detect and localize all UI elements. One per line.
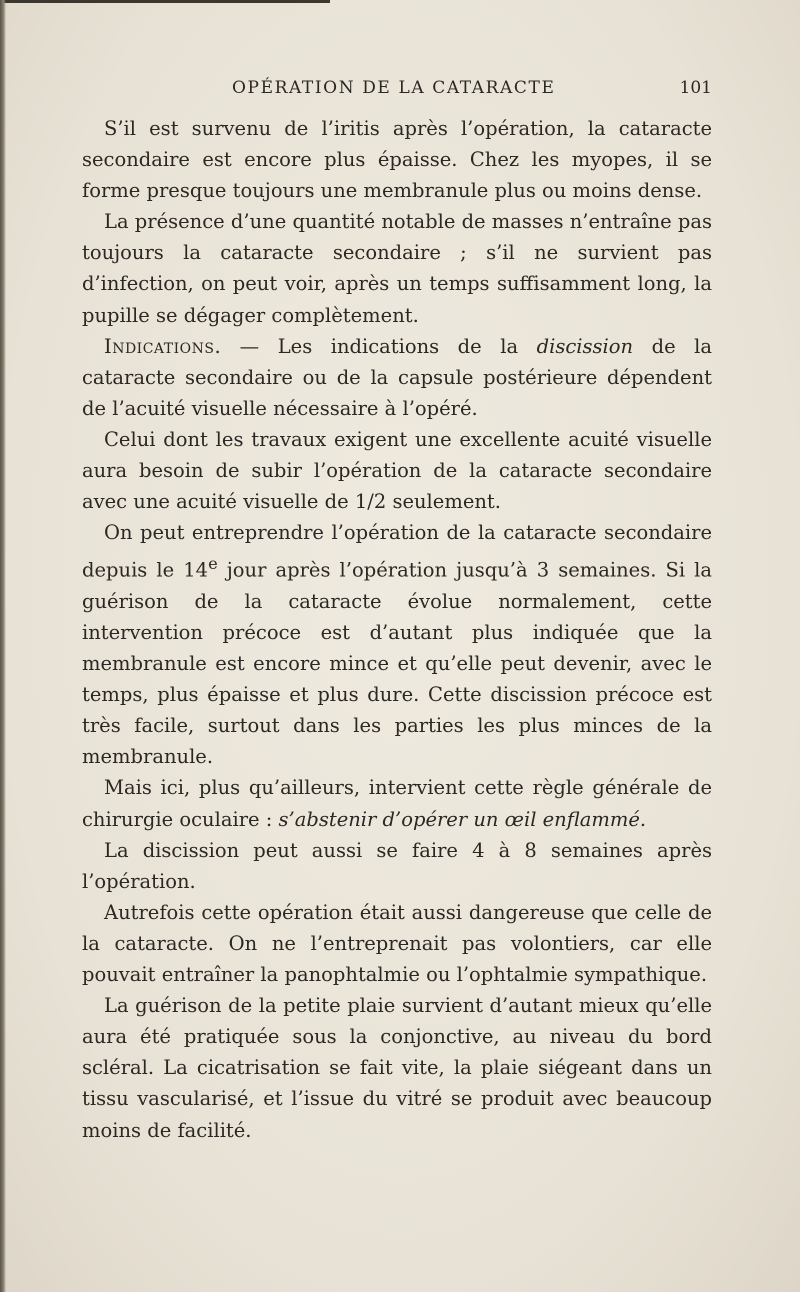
- paragraph-fragment: jour après l’opération jusqu’à 3 semaines. Si la guérison de la cataracte évolue normalement, cette intervention précoce est d’autant plus indiquée que la membranule est encore mince et qu’elle peut devenir, avec le temps, plus épaisse et plus dure. Cette discission précoce est très facile, surtout dans les parties les plus minces de la membranule.: [82, 558, 713, 769]
- paragraph: Autrefois cette opération était aussi dangereuse que celle de la cataracte. On ne l’entreprenait pas volontiers, car elle pouvait entraîner la panophtalmie ou l’ophtalmie sympathique.: [82, 900, 712, 987]
- paragraph: Celui dont les travaux exigent une excellente acuité visuelle aura besoin de subir l’opération de la cataracte secondaire avec une acuité visuelle de 1/2 seulement.: [82, 427, 712, 514]
- paragraph: La présence d’une quantité notable de masses n’entraîne pas toujours la cataracte secondaire ; s’il ne survient pas d’infection, on peut voir, après un temps suffisamment long, la pupille se dégager complètement.: [82, 210, 712, 327]
- body-text: [82, 113, 712, 1146]
- emphasis-rule: s’abstenir d’opérer un œil enflammé.: [278, 807, 647, 831]
- paragraph: La guérison de la petite plaie survient d’autant mieux qu’elle aura été pratiquée sous la conjonctive, au niveau du bord scléral. La cicatrisation se fait vite, la plaie siégeant dans un tissu vascularisé, et l’issue du vitré se produit avec beaucoup moins de facilité.: [82, 994, 712, 1142]
- paragraph: [82, 517, 712, 772]
- paragraph-indications: [82, 331, 712, 424]
- paragraph: La discission peut aussi se faire 4 à 8 semaines après l’opération.: [82, 838, 712, 893]
- binding-edge-shadow: [0, 0, 6, 1292]
- page-number: 101: [679, 78, 712, 98]
- ordinal-superscript: e: [208, 554, 218, 574]
- paragraph: S’il est survenu de l’iritis après l’opération, la cataracte secondaire est encore plus épaisse. Chez les myopes, il se forme presque toujours une membranule plus ou moins dense.: [82, 117, 712, 203]
- paragraph: [82, 772, 712, 834]
- running-title: OPÉRATION DE LA CATARACTE: [232, 78, 556, 98]
- paragraph-fragment: On peut entreprendre l’opération de la cataracte secondaire depuis le 14: [82, 521, 712, 582]
- section-heading: Indications.: [104, 334, 222, 358]
- emphasis-term: discission: [536, 334, 634, 358]
- paragraph-fragment: Mais ici, plus qu’ailleurs, intervient cette règle générale de chirurgie oculaire :: [82, 776, 712, 831]
- page-header: [232, 78, 712, 104]
- paragraph-fragment: — Les indications de la: [221, 334, 537, 358]
- page-top-edge: [0, 0, 330, 3]
- paragraph-fragment: de la cataracte secondaire ou de la capsule postérieure dépendent de l’acuité visuelle nécessaire à l’opéré.: [82, 334, 712, 420]
